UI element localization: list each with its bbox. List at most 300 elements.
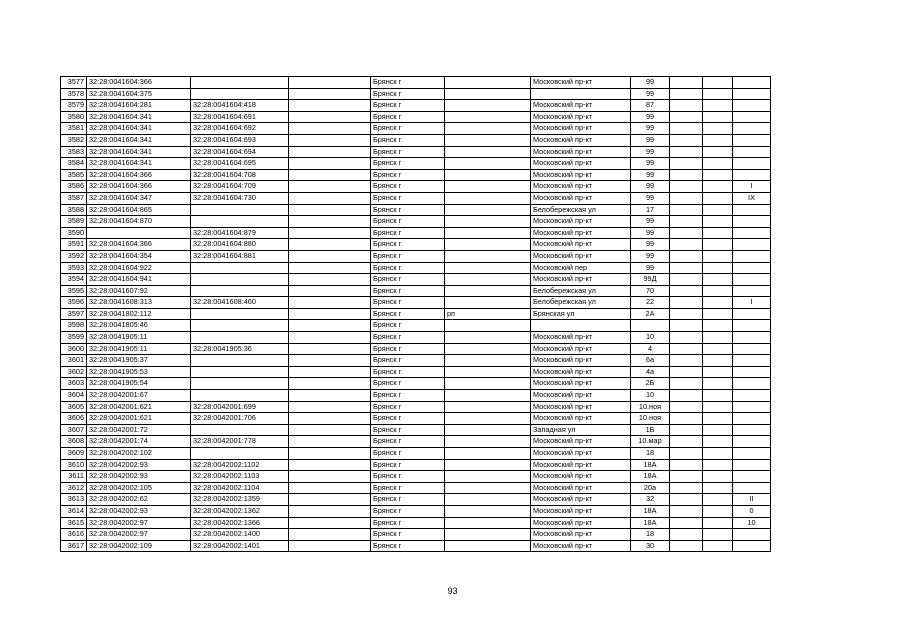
table-cell-c10	[703, 343, 733, 355]
table-cell-c10	[703, 227, 733, 239]
table-row	[61, 262, 771, 274]
table-cell-street: Московский пр-кт	[531, 274, 631, 286]
table-cell-cadastral: 32:28:0041604:941	[87, 274, 191, 286]
table-cell-c6	[445, 366, 531, 378]
table-cell-flat: IX	[733, 192, 771, 204]
table-cell-cadastral: 32:28:0042002:97	[87, 529, 191, 541]
table-cell-parent	[191, 332, 289, 344]
table-cell-street: Московский пр-кт	[531, 401, 631, 413]
table-cell-c6	[445, 111, 531, 123]
table-cell-num: 3611	[61, 471, 87, 483]
table-cell-c9	[670, 505, 703, 517]
table-cell-cadastral: 32:28:0042002:102	[87, 448, 191, 460]
table-cell-c9	[670, 401, 703, 413]
table-cell-c10	[703, 77, 733, 89]
table-row	[61, 401, 771, 413]
table-cell-c9	[670, 494, 703, 506]
table-row	[61, 332, 771, 344]
table-cell-house: 2А	[631, 308, 670, 320]
table-cell-street: Брянская ул	[531, 308, 631, 320]
table-cell-street: Московский пр-кт	[531, 250, 631, 262]
table-cell-flat	[733, 343, 771, 355]
table-cell-parent	[191, 355, 289, 367]
table-row	[61, 355, 771, 367]
table-cell-c10	[703, 216, 733, 228]
table-cell-c10	[703, 332, 733, 344]
table-cell-street: Московский пр-кт	[531, 448, 631, 460]
table-cell-cadastral: 32:28:0041604:366	[87, 169, 191, 181]
table-cell-c4	[289, 285, 371, 297]
table-cell-parent: 32:28:0042002:1400	[191, 529, 289, 541]
table-cell-city: Брянск г	[371, 366, 445, 378]
table-cell-house: 99	[631, 181, 670, 193]
table-cell-street: Московский пр-кт	[531, 192, 631, 204]
table-cell-flat	[733, 401, 771, 413]
table-cell-flat	[733, 459, 771, 471]
table-cell-c4	[289, 413, 371, 425]
table-cell-c9	[670, 239, 703, 251]
table-cell-city: Брянск г	[371, 204, 445, 216]
table-row	[61, 250, 771, 262]
table-cell-street: Московский пр-кт	[531, 134, 631, 146]
table-cell-c6	[445, 482, 531, 494]
table-cell-c10	[703, 250, 733, 262]
table-cell-c9	[670, 355, 703, 367]
table-row	[61, 529, 771, 541]
table-cell-c10	[703, 494, 733, 506]
table-row	[61, 274, 771, 286]
table-cell-c9	[670, 343, 703, 355]
table-cell-c4	[289, 355, 371, 367]
table-cell-street: Белобережская ул	[531, 285, 631, 297]
table-cell-c9	[670, 378, 703, 390]
table-cell-c10	[703, 424, 733, 436]
table-cell-parent: 32:28:0042002:1359	[191, 494, 289, 506]
table-cell-parent: 32:28:0042001:778	[191, 436, 289, 448]
table-cell-c9	[670, 274, 703, 286]
table-cell-city: Брянск г	[371, 146, 445, 158]
table-cell-num: 3595	[61, 285, 87, 297]
table-cell-c9	[670, 111, 703, 123]
table-cell-c4	[289, 204, 371, 216]
table-cell-house: 99Д	[631, 274, 670, 286]
table-cell-cadastral: 32:28:0042002:97	[87, 517, 191, 529]
table-cell-c9	[670, 158, 703, 170]
table-cell-city: Брянск г	[371, 239, 445, 251]
table-cell-city: Брянск г	[371, 192, 445, 204]
table-cell-c9	[670, 250, 703, 262]
table-cell-parent: 32:28:0042001:706	[191, 413, 289, 425]
table-row	[61, 158, 771, 170]
table-cell-c9	[670, 146, 703, 158]
table-cell-c9	[670, 134, 703, 146]
table-cell-parent: 32:28:0041604:694	[191, 146, 289, 158]
table-row	[61, 308, 771, 320]
table-cell-flat	[733, 158, 771, 170]
table-cell-city: Брянск г	[371, 181, 445, 193]
table-cell-street: Западная ул	[531, 424, 631, 436]
table-cell-street: Московский пр-кт	[531, 378, 631, 390]
table-cell-parent: 32:28:0041604:880	[191, 239, 289, 251]
table-row	[61, 390, 771, 402]
table-cell-flat	[733, 111, 771, 123]
table-cell-c9	[670, 459, 703, 471]
table-cell-c10	[703, 181, 733, 193]
table-cell-city: Брянск г	[371, 308, 445, 320]
table-cell-flat	[733, 482, 771, 494]
table-cell-street	[531, 88, 631, 100]
table-cell-c10	[703, 100, 733, 112]
table-cell-house: 18	[631, 448, 670, 460]
table-cell-cadastral: 32:28:0042002:93	[87, 459, 191, 471]
table-cell-house: 99	[631, 146, 670, 158]
table-row	[61, 239, 771, 251]
table-row	[61, 494, 771, 506]
table-cell-c6	[445, 216, 531, 228]
table-cell-c6	[445, 181, 531, 193]
table-cell-c9	[670, 227, 703, 239]
table-cell-num: 3596	[61, 297, 87, 309]
table-cell-c6	[445, 239, 531, 251]
table-cell-cadastral: 32:28:0042002:93	[87, 505, 191, 517]
table-cell-street: Московский пр-кт	[531, 343, 631, 355]
table-cell-city: Брянск г	[371, 158, 445, 170]
table-cell-c4	[289, 274, 371, 286]
table-cell-num: 3580	[61, 111, 87, 123]
table-cell-cadastral: 32:28:0041604:341	[87, 111, 191, 123]
table-row	[61, 297, 771, 309]
table-cell-c6	[445, 192, 531, 204]
table-row	[61, 192, 771, 204]
table-cell-city: Брянск г	[371, 355, 445, 367]
table-cell-street: Белобережская ул	[531, 297, 631, 309]
table-cell-num: 3603	[61, 378, 87, 390]
table-cell-c4	[289, 134, 371, 146]
table-cell-c10	[703, 390, 733, 402]
table-cell-c10	[703, 297, 733, 309]
table-cell-street: Московский пр-кт	[531, 227, 631, 239]
table-cell-c9	[670, 471, 703, 483]
table-cell-house: 30	[631, 540, 670, 552]
table-cell-cadastral: 32:28:0041608:313	[87, 297, 191, 309]
table-cell-num: 3606	[61, 413, 87, 425]
table-cell-c6	[445, 355, 531, 367]
table-cell-c4	[289, 320, 371, 332]
table-cell-cadastral: 32:28:0041905:53	[87, 366, 191, 378]
table-cell-cadastral: 32:28:0042001:67	[87, 390, 191, 402]
table-cell-c4	[289, 158, 371, 170]
table-row	[61, 517, 771, 529]
table-row	[61, 424, 771, 436]
table-cell-house: 99	[631, 169, 670, 181]
table-cell-c6	[445, 332, 531, 344]
table-cell-num: 3591	[61, 239, 87, 251]
table-cell-flat	[733, 88, 771, 100]
table-cell-c4	[289, 297, 371, 309]
table-cell-parent	[191, 88, 289, 100]
table-cell-cadastral: 32:28:0041604:366	[87, 77, 191, 89]
table-cell-flat	[733, 285, 771, 297]
table-cell-city: Брянск г	[371, 540, 445, 552]
table-cell-cadastral: 32:28:0041604:341	[87, 123, 191, 135]
table-cell-c4	[289, 448, 371, 460]
table-cell-c9	[670, 262, 703, 274]
table-cell-num: 3579	[61, 100, 87, 112]
table-cell-c4	[289, 250, 371, 262]
table-cell-flat	[733, 378, 771, 390]
table-cell-c6	[445, 505, 531, 517]
table-cell-num: 3587	[61, 192, 87, 204]
table-body	[61, 77, 771, 552]
table-cell-num: 3615	[61, 517, 87, 529]
table-cell-city: Брянск г	[371, 424, 445, 436]
table-cell-c6	[445, 250, 531, 262]
table-cell-cadastral: 32:28:0041604:347	[87, 192, 191, 204]
table-cell-flat	[733, 436, 771, 448]
table-cell-parent	[191, 204, 289, 216]
table-cell-street: Московский пр-кт	[531, 482, 631, 494]
table-cell-street: Московский пр-кт	[531, 494, 631, 506]
table-cell-c9	[670, 123, 703, 135]
table-cell-house: 87	[631, 100, 670, 112]
table-cell-c10	[703, 482, 733, 494]
table-cell-city: Брянск г	[371, 134, 445, 146]
table-cell-house: 99	[631, 192, 670, 204]
table-cell-c6	[445, 100, 531, 112]
table-cell-c10	[703, 529, 733, 541]
table-cell-city: Брянск г	[371, 297, 445, 309]
table-cell-street: Московский пр-кт	[531, 77, 631, 89]
table-cell-num: 3613	[61, 494, 87, 506]
table-cell-parent: 32:28:0042001:699	[191, 401, 289, 413]
table-cell-c9	[670, 517, 703, 529]
table-cell-street: Московский пер	[531, 262, 631, 274]
table-cell-street: Московский пр-кт	[531, 366, 631, 378]
table-cell-flat	[733, 227, 771, 239]
table-cell-c10	[703, 111, 733, 123]
table-cell-house: 10.ноя	[631, 413, 670, 425]
table-cell-num: 3597	[61, 308, 87, 320]
table-cell-c10	[703, 123, 733, 135]
table-row	[61, 343, 771, 355]
table-cell-parent: 32:28:0041604:695	[191, 158, 289, 170]
table-cell-cadastral: 32:28:0041805:46	[87, 320, 191, 332]
table-cell-house: 99	[631, 111, 670, 123]
table-cell-c9	[670, 297, 703, 309]
table-cell-house: 10	[631, 332, 670, 344]
table-cell-c4	[289, 540, 371, 552]
table-cell-c10	[703, 517, 733, 529]
table-cell-c4	[289, 216, 371, 228]
table-cell-c9	[670, 192, 703, 204]
table-row	[61, 482, 771, 494]
table-cell-flat	[733, 448, 771, 460]
table-cell-cadastral: 32:28:0041604:870	[87, 216, 191, 228]
table-cell-city: Брянск г	[371, 494, 445, 506]
table-cell-street: Московский пр-кт	[531, 332, 631, 344]
table-cell-cadastral: 32:28:0041604:375	[87, 88, 191, 100]
table-cell-street: Московский пр-кт	[531, 100, 631, 112]
table-cell-c6	[445, 77, 531, 89]
table-cell-c10	[703, 169, 733, 181]
table-cell-c4	[289, 262, 371, 274]
table-cell-city: Брянск г	[371, 169, 445, 181]
table-cell-street: Московский пр-кт	[531, 517, 631, 529]
table-cell-c4	[289, 459, 371, 471]
table-cell-city: Брянск г	[371, 320, 445, 332]
table-cell-c10	[703, 413, 733, 425]
table-cell-city: Брянск г	[371, 448, 445, 460]
table-cell-flat	[733, 77, 771, 89]
table-cell-c4	[289, 308, 371, 320]
table-cell-city: Брянск г	[371, 250, 445, 262]
table-cell-house: 99	[631, 88, 670, 100]
table-cell-city: Брянск г	[371, 459, 445, 471]
table-cell-house: 18А	[631, 471, 670, 483]
table-cell-street: Московский пр-кт	[531, 471, 631, 483]
table-cell-c9	[670, 77, 703, 89]
table-cell-flat	[733, 134, 771, 146]
table-cell-c9	[670, 482, 703, 494]
table-cell-city: Брянск г	[371, 390, 445, 402]
table-cell-cadastral: 32:28:0041607:92	[87, 285, 191, 297]
table-cell-c4	[289, 343, 371, 355]
table-cell-flat	[733, 308, 771, 320]
table-cell-flat: 10	[733, 517, 771, 529]
table-cell-street: Московский пр-кт	[531, 239, 631, 251]
table-cell-num: 3617	[61, 540, 87, 552]
table-cell-city: Брянск г	[371, 332, 445, 344]
table-cell-parent	[191, 262, 289, 274]
table-row	[61, 146, 771, 158]
table-cell-c9	[670, 320, 703, 332]
table-cell-c4	[289, 332, 371, 344]
table-cell-house: 99	[631, 262, 670, 274]
table-cell-city: Брянск г	[371, 529, 445, 541]
table-cell-parent: 32:28:0042002:1401	[191, 540, 289, 552]
table-cell-parent: 32:28:0041604:708	[191, 169, 289, 181]
table-cell-c4	[289, 529, 371, 541]
table-cell-street: Московский пр-кт	[531, 111, 631, 123]
table-cell-city: Брянск г	[371, 262, 445, 274]
table-cell-c4	[289, 100, 371, 112]
table-cell-parent	[191, 378, 289, 390]
table-row	[61, 216, 771, 228]
table-cell-city: Брянск г	[371, 274, 445, 286]
table-cell-c6	[445, 169, 531, 181]
table-cell-parent	[191, 285, 289, 297]
table-cell-flat	[733, 274, 771, 286]
table-cell-c4	[289, 366, 371, 378]
table-cell-flat	[733, 424, 771, 436]
table-cell-parent: 32:28:0042002:1104	[191, 482, 289, 494]
table-cell-parent: 32:28:0041604:730	[191, 192, 289, 204]
table-cell-street: Московский пр-кт	[531, 216, 631, 228]
table-cell-c10	[703, 448, 733, 460]
table-cell-street: Московский пр-кт	[531, 413, 631, 425]
table-cell-flat: 0	[733, 505, 771, 517]
table-cell-c9	[670, 204, 703, 216]
table-cell-street: Московский пр-кт	[531, 540, 631, 552]
table-cell-num: 3584	[61, 158, 87, 170]
table-cell-house: 17	[631, 204, 670, 216]
table-cell-parent: 32:28:0041604:881	[191, 250, 289, 262]
table-cell-house: 18А	[631, 517, 670, 529]
table-cell-c4	[289, 77, 371, 89]
table-cell-parent: 32:28:0041608:460	[191, 297, 289, 309]
table-cell-c6	[445, 274, 531, 286]
cadastral-register-table	[60, 76, 771, 552]
table-cell-city: Брянск г	[371, 436, 445, 448]
table-row	[61, 320, 771, 332]
table-cell-num: 3607	[61, 424, 87, 436]
table-row	[61, 285, 771, 297]
page-number: 93	[447, 586, 458, 596]
table-cell-c4	[289, 401, 371, 413]
table-cell-city: Брянск г	[371, 471, 445, 483]
table-cell-cadastral: 32:28:0041604:354	[87, 250, 191, 262]
table-cell-parent: 32:28:0041604:879	[191, 227, 289, 239]
table-row	[61, 111, 771, 123]
table-cell-city: Брянск г	[371, 111, 445, 123]
table-row	[61, 77, 771, 89]
table-cell-house: 6а	[631, 355, 670, 367]
table-cell-num: 3585	[61, 169, 87, 181]
table-cell-c9	[670, 436, 703, 448]
table-cell-flat	[733, 123, 771, 135]
table-cell-c4	[289, 471, 371, 483]
table-cell-num: 3609	[61, 448, 87, 460]
table-cell-c10	[703, 355, 733, 367]
table-cell-num: 3583	[61, 146, 87, 158]
table-cell-c6	[445, 134, 531, 146]
table-cell-cadastral: 32:28:0041604:281	[87, 100, 191, 112]
table-cell-parent: 32:28:0041604:418	[191, 100, 289, 112]
table-cell-num: 3612	[61, 482, 87, 494]
table-cell-num: 3594	[61, 274, 87, 286]
table-cell-cadastral: 32:28:0042002:93	[87, 471, 191, 483]
table-cell-street: Московский пр-кт	[531, 459, 631, 471]
table-cell-city: Брянск г	[371, 401, 445, 413]
table-cell-c9	[670, 529, 703, 541]
table-cell-c9	[670, 332, 703, 344]
table-row	[61, 134, 771, 146]
table-row	[61, 366, 771, 378]
table-cell-c6	[445, 343, 531, 355]
table-cell-house: 32	[631, 494, 670, 506]
table-cell-flat	[733, 239, 771, 251]
table-cell-city: Брянск г	[371, 100, 445, 112]
table-cell-c6	[445, 378, 531, 390]
table-cell-parent	[191, 77, 289, 89]
table-cell-c6	[445, 227, 531, 239]
table-cell-parent: 32:28:0042002:1362	[191, 505, 289, 517]
table-cell-cadastral: 32:28:0042001:621	[87, 413, 191, 425]
table-cell-street: Московский пр-кт	[531, 169, 631, 181]
table-cell-parent: 32:28:0042002:1366	[191, 517, 289, 529]
table-cell-flat	[733, 471, 771, 483]
table-cell-parent	[191, 366, 289, 378]
table-cell-parent	[191, 216, 289, 228]
table-cell-house: 10.ноя	[631, 401, 670, 413]
table-cell-house: 1Б	[631, 424, 670, 436]
table-cell-flat	[733, 250, 771, 262]
table-cell-c9	[670, 390, 703, 402]
table-cell-flat: II	[733, 494, 771, 506]
table-cell-num: 3610	[61, 459, 87, 471]
table-cell-num: 3578	[61, 88, 87, 100]
table-cell-house: 22	[631, 297, 670, 309]
